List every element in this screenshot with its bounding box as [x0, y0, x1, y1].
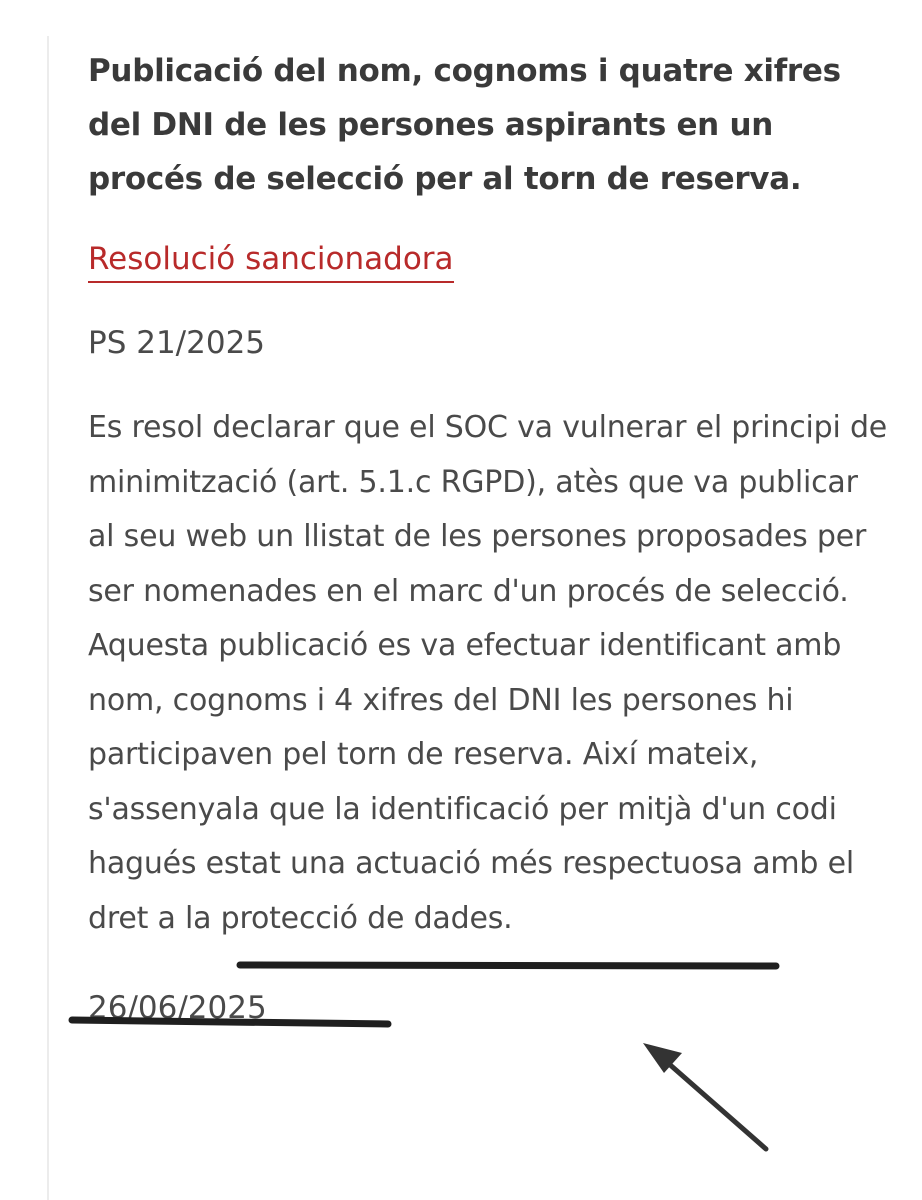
case-reference: PS 21/2025	[88, 325, 266, 361]
resolution-link[interactable]: Resolució sancionadora	[88, 239, 454, 283]
arrow-icon	[643, 1043, 766, 1149]
publication-date: 26/06/2025	[88, 990, 267, 1026]
article-title: Publicació del nom, cognoms i quatre xifres del DNI de les persones aspirants en un procés de selecció per al torn de reserva.	[88, 53, 841, 197]
left-border-divider	[47, 36, 49, 1200]
article-entry	[88, 44, 888, 1028]
article-summary: Es resol declarar que el SOC va vulnerar el principi de minimització (art. 5.1.c RGPD), atès que va publicar al seu web un llistat de les persones proposades per ser nomenades en el marc d'un procés de selecció. Aquesta publicació es va efectuar identificant amb nom, cognoms i 4 xifres del DNI les persones hi participaven pel torn de reserva. Així mateix, s'assenyala que la identificació per mitjà d'un codi hagués estat una actuació més respectuosa amb el dret a la protecció de dades.	[88, 410, 888, 936]
